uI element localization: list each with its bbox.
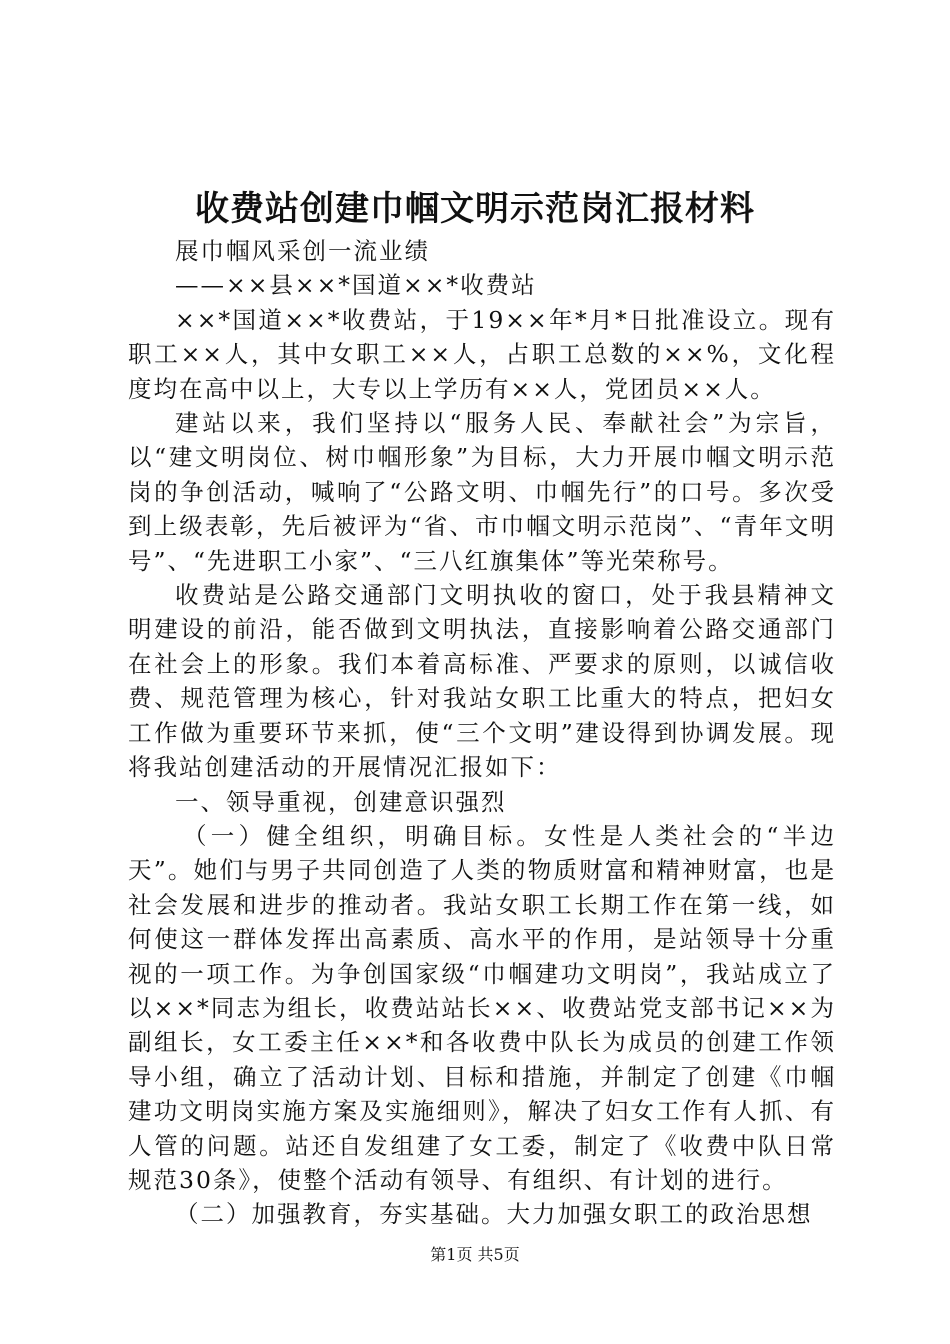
station-line: ——××县××*国道××*收费站 xyxy=(175,271,537,300)
page-footer: 第1页 共5页 xyxy=(430,1245,520,1264)
paragraph-intro: ××*国道××*收费站，于19××年*月*日批准设立。现有职工××人，其中女职工××人，占职工总数的××%，文化程度均在高中以上，大专以上学历有××人，党团员××人。 xyxy=(128,305,836,403)
paragraph-education: （二）加强教育，夯实基础。大力加强女职工的政治思想 xyxy=(175,1200,813,1229)
document-body xyxy=(128,234,836,1232)
paragraph-organization: （一）健全组织，明确目标。女性是人类社会的“半边天”。她们与男子共同创造了人类的物质财富和精神财富，也是社会发展和进步的推动者。我站女职工长期工作在第一线，如何使这一群体发挥出高素质、高水平的作用，是站领导十分重视的一项工作。为争创国家级“巾帼建功文明岗”，我站成立了以××*同志为组长，收费站站长××、收费站党支部书记××为副组长，女工委主任××*和各收费中队长为成员的创建工作领导小组，确立了活动计划、目标和措施，并制定了创建《巾帼建功文明岗实施方案及实施细则》，解决了妇女工作有人抓、有人管的问题。站还自发组建了女工委，制定了《收费中队日常规范30条》，使整个活动有领导、有组织、有计划的进行。 xyxy=(128,821,836,1194)
section-heading-1: 一、领导重视，创建意识强烈 xyxy=(175,787,507,816)
paragraph-history: 建站以来，我们坚持以“服务人民、奉献社会”为宗旨，以“建文明岗位、树巾帼形象”为目标，大力开展巾帼文明示范岗的争创活动，喊响了“公路文明、巾帼先行”的口号。多次受到上级表彰，先后被评为“省、市巾帼文明示范岗”、“青年文明号”、“先进职工小家”、“三八红旗集体”等光荣称号。 xyxy=(128,409,836,575)
subtitle-line: 展巾帼风采创一流业绩 xyxy=(175,237,430,265)
paragraph-role: 收费站是公路交通部门文明执收的窗口，处于我县精神文明建设的前沿，能否做到文明执法，直接影响着公路交通部门在社会上的形象。我们本着高标准、严要求的原则，以诚信收费、规范管理为核心，针对我站女职工比重大的特点，把妇女工作做为重要环节来抓，使“三个文明”建设得到协调发展。现将我站创建活动的开展情况汇报如下： xyxy=(128,581,836,782)
document-title: 收费站创建巾帼文明示范岗汇报材料 xyxy=(195,189,755,229)
